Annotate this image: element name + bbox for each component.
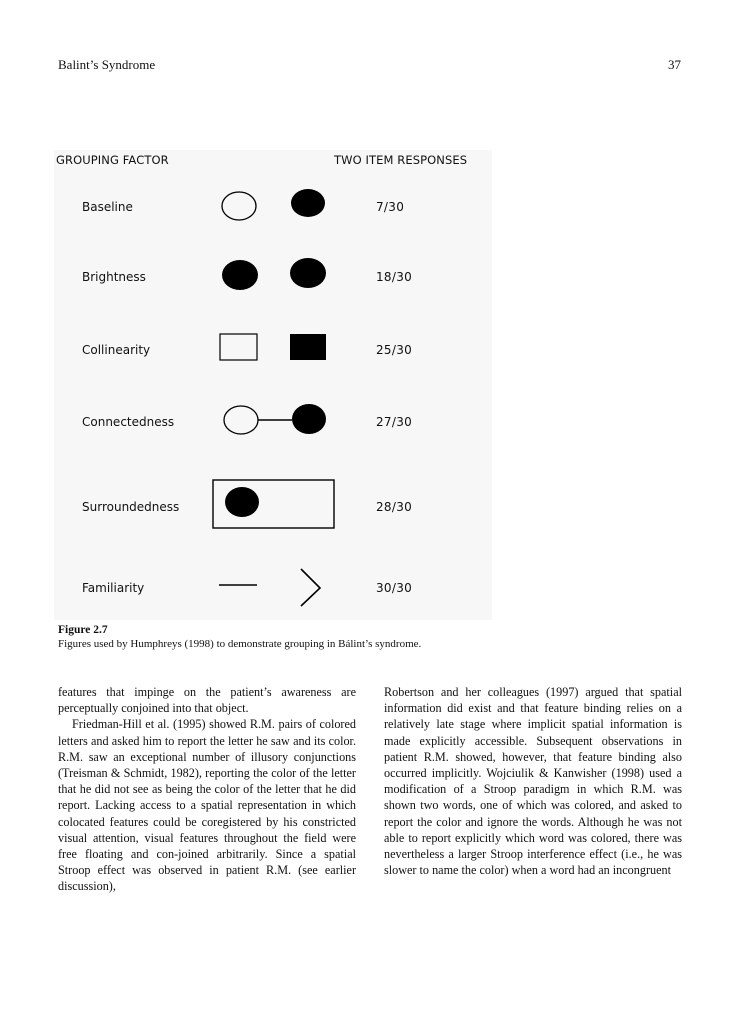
row-label-collinearity: Collinearity [82,343,151,357]
row-label-familiarity: Familiarity [82,581,145,595]
body-paragraph: Friedman-Hill et al. (1995) showed R.M. pairs of colored letters and asked him to report the letter he saw and its color. R.M. saw an exceptional number of illusory conjunctions (Treisman & Schmidt, 1982), reporting the color of the letter that he did not see as being the color of the letter that he did report. Lacking access to a spatial representation in which colocated features could be coregistered by his constricted visual attention, visual features throughout the field were free floating and con-joined arbitrarily. Since a spatial Stroop effect was observed in patient R.M. (see earlier discussion), [58,717,356,894]
stimulus-brightness [222,258,326,290]
caption-text: Figures used by Humphreys (1998) to demonstrate grouping in Bálint’s syndrome. [58,638,422,650]
stimulus-connectedness [224,404,326,434]
stimulus-surroundedness [213,480,334,528]
running-head-title: Balint’s Syndrome [58,57,156,72]
figure-caption [58,623,680,651]
body-paragraph: Robertson and her colleagues (1997) argued that spatial information did exist and that feature binding relies on a relatively late stage where implicit spatial information is made explicitly accessible. Subsequent observations in patient R.M. showed, however, that feature binding also occurred implicitly. Wojciulik & Kanwisher (1998) used a modification of a Stroop paradigm in which R.M. was shown two words, one of which was colored, and asked to report the color and ignore the words. Although he was not able to report explicitly which word was colored, there was nevertheless a larger Stroop interference effect (i.e., he was slower to name the color) when a word had an incongruent [384,685,682,878]
body-column-right [384,684,682,878]
figure-header-two-item-responses: TWO ITEM RESPONSES [334,153,468,167]
body-column-left [58,684,356,895]
row-value-connectedness: 27/30 [376,415,413,429]
page-number: 37 [668,57,681,72]
row-label-baseline: Baseline [82,200,133,214]
figure-stimuli-drawing [54,150,492,620]
row-value-baseline: 7/30 [376,200,405,214]
figure-header-grouping-factor: GROUPING FACTOR [56,153,169,167]
row-value-familiarity: 30/30 [376,581,413,595]
running-head [58,57,681,73]
body-paragraph: features that impinge on the patient’s awareness are perceptually conjoined into that object. [58,685,356,716]
row-value-brightness: 18/30 [376,270,413,284]
stimulus-baseline [222,189,325,220]
row-label-connectedness: Connectedness [82,415,175,429]
caption-title: Figure 2.7 [58,624,108,636]
row-value-surroundedness: 28/30 [376,500,413,514]
stimulus-familiarity [219,569,320,606]
figure-grouping-stimuli [54,150,492,620]
stimulus-collinearity [220,334,326,360]
row-value-collinearity: 25/30 [376,343,413,357]
row-label-brightness: Brightness [82,270,146,284]
row-label-surroundedness: Surroundedness [82,500,180,514]
